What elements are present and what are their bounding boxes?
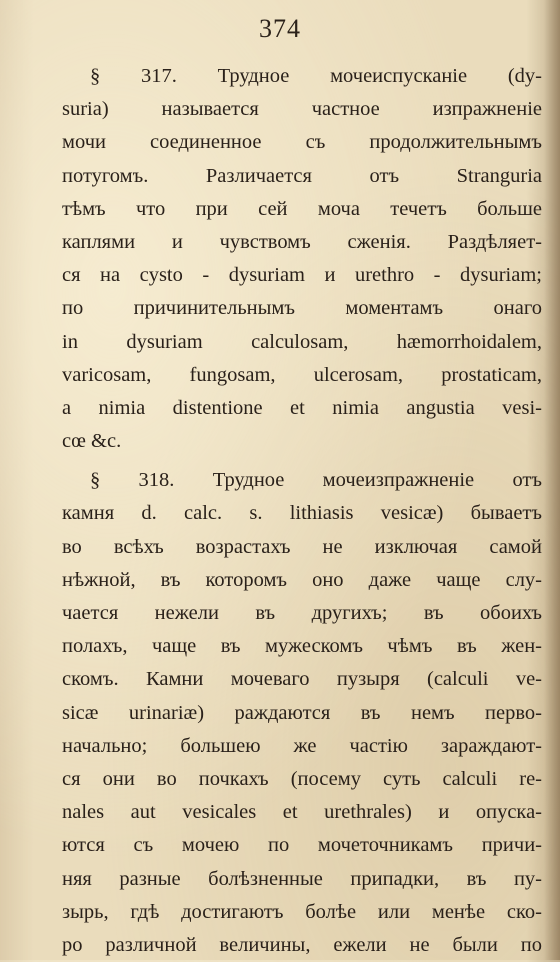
text-line: скомъ. Камни мочеваго пузыря (calculi ve- <box>62 668 542 691</box>
page-body <box>62 60 542 962</box>
text-line: cœ &c. <box>62 430 122 453</box>
text-line: нѣжной, въ которомъ оно даже чаще слу- <box>62 568 542 591</box>
text-line: потугомъ. Различается отъ Stranguria <box>62 164 542 187</box>
text-line: ся на cysto - dysuriam и urethro - dysuriam; <box>62 264 542 287</box>
text-line: зырь, гдѣ достигаютъ болѣе или менѣе ско- <box>62 900 542 923</box>
text-line: a nimia distentione et nimia angustia vesi- <box>62 396 542 419</box>
text-line: ся они во почкахъ (посему суть calculi re- <box>62 767 542 790</box>
text-line: sicæ urinariæ) раждаются въ немъ перво- <box>62 701 542 724</box>
text-line: няя разные болѣзненные припадки, въ пу- <box>62 867 542 890</box>
text-line: suria) называется частное изпражненіе <box>62 98 542 121</box>
text-line: тѣмъ что при сей моча течетъ больше <box>62 197 542 220</box>
text-line: начально; большею же частію зараждают- <box>62 734 542 757</box>
text-line: камня d. calc. s. lithiasis vesicæ) бываетъ <box>62 502 542 525</box>
text-line: § 318. Трудное мочеизпражненіе отъ <box>90 469 542 492</box>
text-line: ются съ мочею по мочеточникамъ причи- <box>62 834 542 857</box>
text-line: во всѣхъ возрастахъ не изключая самой <box>62 535 542 558</box>
paragraph-318 <box>62 464 542 962</box>
paragraph-317 <box>62 60 542 458</box>
text-line: varicosam, fungosam, ulcerosam, prostaticam, <box>62 363 542 386</box>
page-edge-shadow <box>544 0 560 960</box>
text-line: каплями и чувствомъ сженія. Раздѣляет- <box>62 230 542 253</box>
text-line: § 317. Трудное мочеиспусканіе (dy- <box>90 65 542 87</box>
text-line: ро различной величины, ежели не были по <box>62 933 542 956</box>
text-line: мочи соединенное съ продолжительнымъ <box>62 131 542 154</box>
text-line: чается нежели въ другихъ; въ обоихъ <box>62 602 542 624</box>
text-line: nales aut vesicales et urethrales) и опуска- <box>62 801 542 824</box>
text-line: по причинительнымъ моментамъ онаго <box>62 297 542 320</box>
text-line: in dysuriam calculosam, hæmorrhoidalem, <box>62 330 542 353</box>
text-line: полахъ, чаще въ мужескомъ чѣмъ въ жен- <box>62 635 542 658</box>
page-number: 374 <box>259 14 301 43</box>
